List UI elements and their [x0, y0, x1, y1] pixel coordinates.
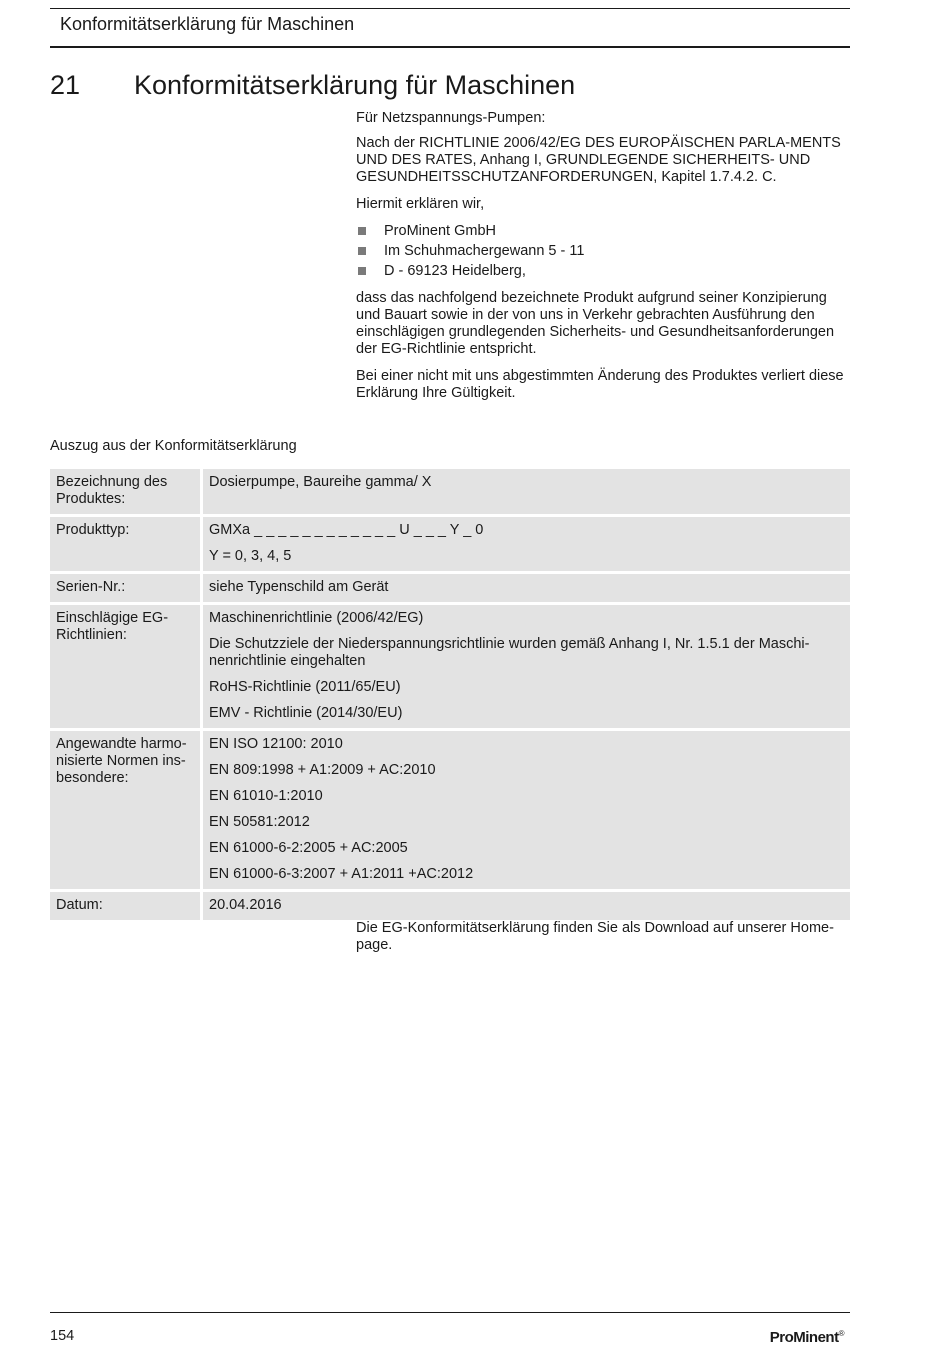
row-value: Dosierpumpe, Baureihe gamma/ X	[203, 469, 850, 514]
table-row	[50, 605, 850, 728]
header-top-rule	[50, 8, 850, 9]
square-bullet-icon	[358, 267, 366, 275]
row-value: siehe Typenschild am Gerät	[203, 574, 850, 602]
subheading: Für Netzspannungs-Pumpen:	[356, 110, 546, 126]
extract-heading: Auszug aus der Konformitätserklärung	[50, 438, 297, 454]
table-row	[50, 731, 850, 889]
address-item: ProMinent GmbH	[356, 223, 852, 240]
validity-text: Bei einer nicht mit uns abgestimmten Änderung des Produktes verliert diese Erklärung Ihre Gültigkeit.	[356, 368, 844, 401]
row-value: EN ISO 12100: 2010 EN 809:1998 + A1:2009 + AC:2010 EN 61010-1:2010 EN 50581:2012 EN 61000-6-2:2005 + AC:2005 EN 61000-6-3:2007 + A1:2011 +AC:2012	[203, 731, 850, 889]
conformity-table	[50, 466, 850, 923]
address-item: D - 69123 Heidelberg,	[356, 263, 852, 280]
declare-text: Hiermit erklären wir,	[356, 196, 485, 212]
row-label: Serien-Nr.:	[50, 574, 203, 602]
page-number: 154	[50, 1328, 75, 1344]
intro-section	[356, 110, 852, 412]
table-row	[50, 517, 850, 571]
header-bottom-rule	[50, 46, 850, 48]
chapter-heading	[50, 70, 575, 101]
row-label: Angewandte harmo-nisierte Normen ins-besondere:	[50, 731, 203, 889]
row-label: Einschlägige EG-Richtlinien:	[50, 605, 203, 728]
chapter-number: 21	[50, 70, 81, 100]
row-label: Bezeichnung des Produktes:	[50, 469, 203, 514]
address-item: Im Schuhmachergewann 5 - 11	[356, 243, 852, 260]
table-row	[50, 574, 850, 602]
row-value: GMXa _ _ _ _ _ _ _ _ _ _ _ _ U _ _ _ Y _ 0 Y = 0, 3, 4, 5	[203, 517, 850, 571]
running-title: Konformitätserklärung für Maschinen	[60, 14, 355, 34]
row-value: Maschinenrichtlinie (2006/42/EG) Die Schutzziele der Niederspannungsrichtlinie wurden gemäß Anhang I, Nr. 1.5.1 der Maschi-nenrichtlinie eingehalten RoHS-Richtlinie (2011/65/EU) EMV - Richtlinie (2014/30/EU)	[203, 605, 850, 728]
row-value: 20.04.2016	[203, 892, 850, 920]
address-list	[356, 223, 852, 280]
table-row	[50, 469, 850, 514]
prominent-logo: ProMinent®	[769, 1329, 844, 1346]
row-label: Datum:	[50, 892, 203, 920]
table-row	[50, 892, 850, 920]
square-bullet-icon	[358, 227, 366, 235]
square-bullet-icon	[358, 247, 366, 255]
directive-text: Nach der RICHTLINIE 2006/42/EG DES EUROPÄISCHEN PARLA-MENTS UND DES RATES, Anhang I, GRUNDLEGENDE SICHERHEITS- UND GESUNDHEITSSCHUTZANFORDERUNGEN, Kapitel 1.7.4.2. C.	[356, 135, 841, 185]
chapter-title: Konformitätserklärung für Maschinen	[134, 70, 576, 100]
footer-rule	[50, 1312, 850, 1313]
compliance-text: dass das nachfolgend bezeichnete Produkt aufgrund seiner Konzipierung und Bauart sowie in der von uns in Verkehr gebrachten Ausführung den einschlägigen grundlegenden Sicherheits- und Gesundheitsanforderungen der EG-Richtlinie entspricht.	[356, 290, 835, 357]
download-note: Die EG-Konformitätserklärung finden Sie als Download auf unserer Home-page.	[356, 920, 834, 953]
row-label: Produkttyp:	[50, 517, 203, 571]
